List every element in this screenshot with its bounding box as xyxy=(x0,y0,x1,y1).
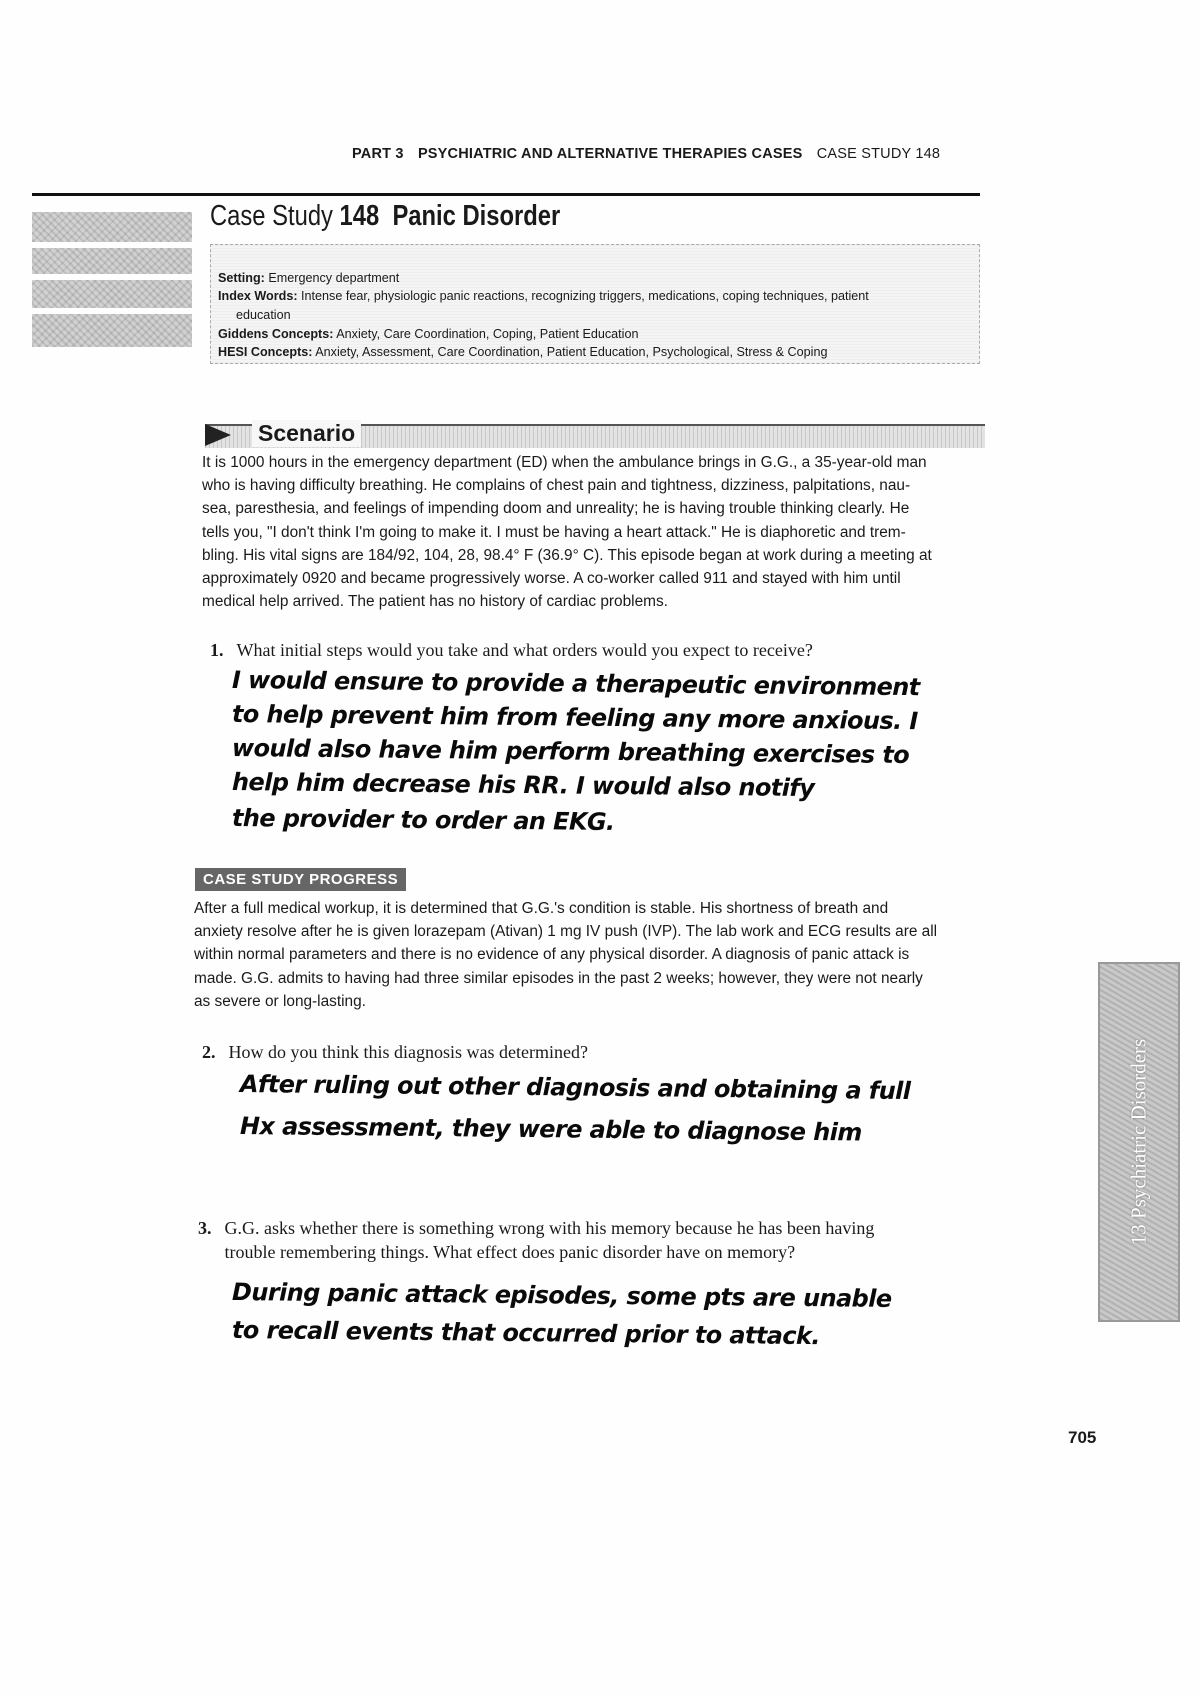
question-text: How do you think this diagnosis was determined? xyxy=(228,1042,588,1062)
index-words-value: Intense fear, physiologic panic reactions, recognizing triggers, medications, coping techniques, patient xyxy=(301,289,869,303)
scenario-paragraph xyxy=(202,451,932,613)
part-label: PART 3 xyxy=(352,146,404,162)
question-3 xyxy=(198,1216,874,1264)
running-header xyxy=(352,146,940,162)
question-2 xyxy=(202,1040,588,1064)
scenario-line: It is 1000 hours in the emergency department (ED) when the ambulance brings in G.G., a 35-year-old man xyxy=(202,454,927,471)
progress-paragraph xyxy=(194,897,937,1013)
case-title xyxy=(210,200,560,233)
scenario-line: medical help arrived. The patient has no history of cardiac problems. xyxy=(202,593,668,611)
answer-1-line: would also have him perform breathing exercises to xyxy=(231,734,910,770)
scenario-line: tells you, "I don't think I'm going to make it. I must be having a heart attack." He is diaphoretic and trem- xyxy=(202,523,906,541)
case-study-progress-label: CASE STUDY PROGRESS xyxy=(195,868,406,891)
answer-3-line: During panic attack episodes, some pts are unable xyxy=(231,1278,892,1313)
answer-3-line: to recall events that occurred prior to attack. xyxy=(231,1316,820,1351)
corner-decoration xyxy=(32,212,192,347)
answer-1-line: to help prevent him from feeling any more anxious. I xyxy=(231,700,918,736)
answer-2-line: After ruling out other diagnosis and obtaining a full xyxy=(239,1070,911,1106)
part-title: PSYCHIATRIC AND ALTERNATIVE THERAPIES CASES xyxy=(417,146,803,162)
chapter-side-tab-label: 13 Psychiatric Disorders xyxy=(1126,1038,1151,1246)
progress-line: After a full medical workup, it is determined that G.G.'s condition is stable. His shortness of breath and xyxy=(194,900,889,917)
answer-1-line: I would ensure to provide a therapeutic environment xyxy=(231,666,920,702)
setting-value: Emergency department xyxy=(268,271,400,285)
question-1 xyxy=(210,638,813,662)
case-prefix: Case Study xyxy=(210,200,333,232)
scenario-line: who is having difficulty breathing. He complains of chest pain and tightness, dizziness, palpitations, nau- xyxy=(202,477,911,495)
scenario-line: sea, paresthesia, and feelings of impending doom and unreality; he is having trouble thinking clearly. He xyxy=(202,500,910,518)
giddens-value: Anxiety, Care Coordination, Coping, Patient Education xyxy=(336,327,639,341)
question-text: G.G. asks whether there is something wrong with his memory because he has been having xyxy=(224,1218,875,1238)
giddens-label: Giddens Concepts: xyxy=(218,327,334,341)
case-number: 148 xyxy=(339,200,380,232)
setting-line xyxy=(218,271,399,285)
answer-2-line: Hx assessment, they were able to diagnose him xyxy=(239,1112,862,1147)
scenario-line: approximately 0920 and became progressively worse. A co-worker called 911 and stayed with him until xyxy=(202,570,901,588)
index-words-continuation: education xyxy=(236,308,291,322)
progress-line: as severe or long-lasting. xyxy=(194,992,366,1010)
giddens-line xyxy=(218,327,638,341)
question-number: 3. xyxy=(198,1218,212,1238)
index-words-line xyxy=(218,289,869,303)
case-label: CASE STUDY 148 xyxy=(816,146,941,162)
question-number: 2. xyxy=(202,1042,216,1062)
progress-line: within normal parameters and there is no evidence of any physical disorder. A diagnosis of panic attack is xyxy=(194,946,910,964)
case-topic: Panic Disorder xyxy=(392,200,561,232)
index-words-label: Index Words: xyxy=(218,289,298,303)
hesi-line xyxy=(218,345,827,359)
hesi-label: HESI Concepts: xyxy=(218,345,313,359)
question-number: 1. xyxy=(210,640,224,660)
scenario-title: Scenario xyxy=(252,420,361,447)
answer-1-line: the provider to order an EKG. xyxy=(231,804,615,837)
header-rule xyxy=(32,193,980,196)
progress-line: anxiety resolve after he is given lorazepam (Ativan) 1 mg IV push (IVP). The lab work and ECG results are all xyxy=(194,923,938,941)
progress-line: made. G.G. admits to having had three similar episodes in the past 2 weeks; however, they were not nearly xyxy=(194,969,923,987)
question-text: What initial steps would you take and what orders would you expect to receive? xyxy=(236,640,813,660)
scenario-line: bling. His vital signs are 184/92, 104, 28, 98.4° F (36.9° C). This episode began at work during a meeting at xyxy=(202,546,932,564)
page-number: 705 xyxy=(1068,1428,1097,1447)
hesi-value: Anxiety, Assessment, Care Coordination, Patient Education, Psychological, Stress & Coping xyxy=(315,345,828,359)
answer-1-line: help him decrease his RR. I would also notify xyxy=(231,768,815,803)
setting-label: Setting: xyxy=(218,271,265,285)
question-text: trouble remembering things. What effect does panic disorder have on memory? xyxy=(224,1242,796,1262)
play-arrow-icon xyxy=(205,424,231,446)
